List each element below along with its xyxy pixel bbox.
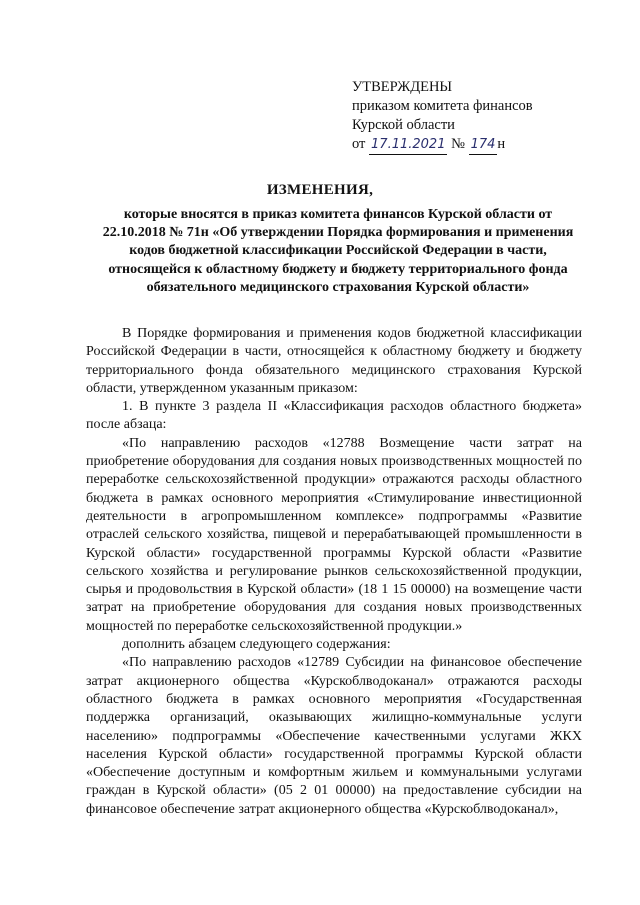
number-suffix: н <box>497 136 506 152</box>
approval-issuer: приказом комитета финансов <box>352 98 533 114</box>
document-body <box>86 325 582 819</box>
paragraph-quote-12788: «По направлению расходов «12788 Возмещение части затрат на приобретение оборудования для создания новых производственных мощностей по переработке сельскохозяйственной продукции» отражаются расходы областного бюджета в рамках основного мероприятия «Стимулирование инвестиционной деятельности в агропромышленном комплексе» подпрограммы «Развитие отраслей сельского хозяйства, пищевой и перерабатывающей промышленности в Курской области» государственной программы Курской области «Развитие сельского хозяйства и регулирование рынков сельскохозяйственной продукции, сырья и продовольствия в Курской области» (18 1 15 00000) на возмещение части затрат на приобретение оборудования для создания новых производственных мощностей по переработке сельскохозяйственной продукции.» <box>86 435 582 634</box>
handwritten-date: 17.11.2021 <box>369 135 447 155</box>
paragraph-intro: В Порядке формирования и применения кодов бюджетной классификации Российской Федерации в части, относящейся к областному бюджету и бюджету территориального фонда обязательного медицинского страхования Курской области, утвержденном указанным приказом: <box>86 326 582 396</box>
approval-block <box>352 78 533 155</box>
date-prefix: от <box>352 136 366 152</box>
document-subtitle: которые вносятся в приказ комитета финансов Курской области от 22.10.2018 № 71н «Об утверждении Порядка формирования и применения кодов бюджетной классификации Российской Федерации в части, относящейся к областному бюджету и бюджету территориального фонда обязательного медицинского страхования Курской области» <box>102 207 574 295</box>
paragraph-item-1: 1. В пункте 3 раздела II «Классификация расходов областного бюджета» после абзаца: <box>86 399 582 433</box>
paragraph-supplement: дополнить абзацем следующего содержания: <box>122 637 391 653</box>
paragraph-quote-12789: «По направлению расходов «12789 Субсидии на финансовое обеспечение затрат акционерного общества «Курскоблводоканал» отражаются расходы областного бюджета в рамках основного мероприятия «Государственная поддержка организаций, оказывающих жилищно-коммунальные услуги населению» подпрограммы «Обеспечение качественными услугами ЖКХ населения Курской области» государственной программы Курской области «Обеспечение доступным и комфортным жильем и коммунальными услугами граждан в Курской области» (05 2 01 00000) на предоставление субсидии на финансовое обеспечение затрат акционерного общества «Курскоблводоканал», <box>86 655 582 817</box>
number-prefix: № <box>451 136 465 152</box>
document-title: ИЗМЕНЕНИЯ, <box>266 182 374 198</box>
approval-heading: УТВЕРЖДЕНЫ <box>352 79 453 95</box>
handwritten-number: 174 <box>469 135 498 155</box>
approval-date-line <box>352 135 533 155</box>
approval-region: Курской области <box>352 117 455 133</box>
